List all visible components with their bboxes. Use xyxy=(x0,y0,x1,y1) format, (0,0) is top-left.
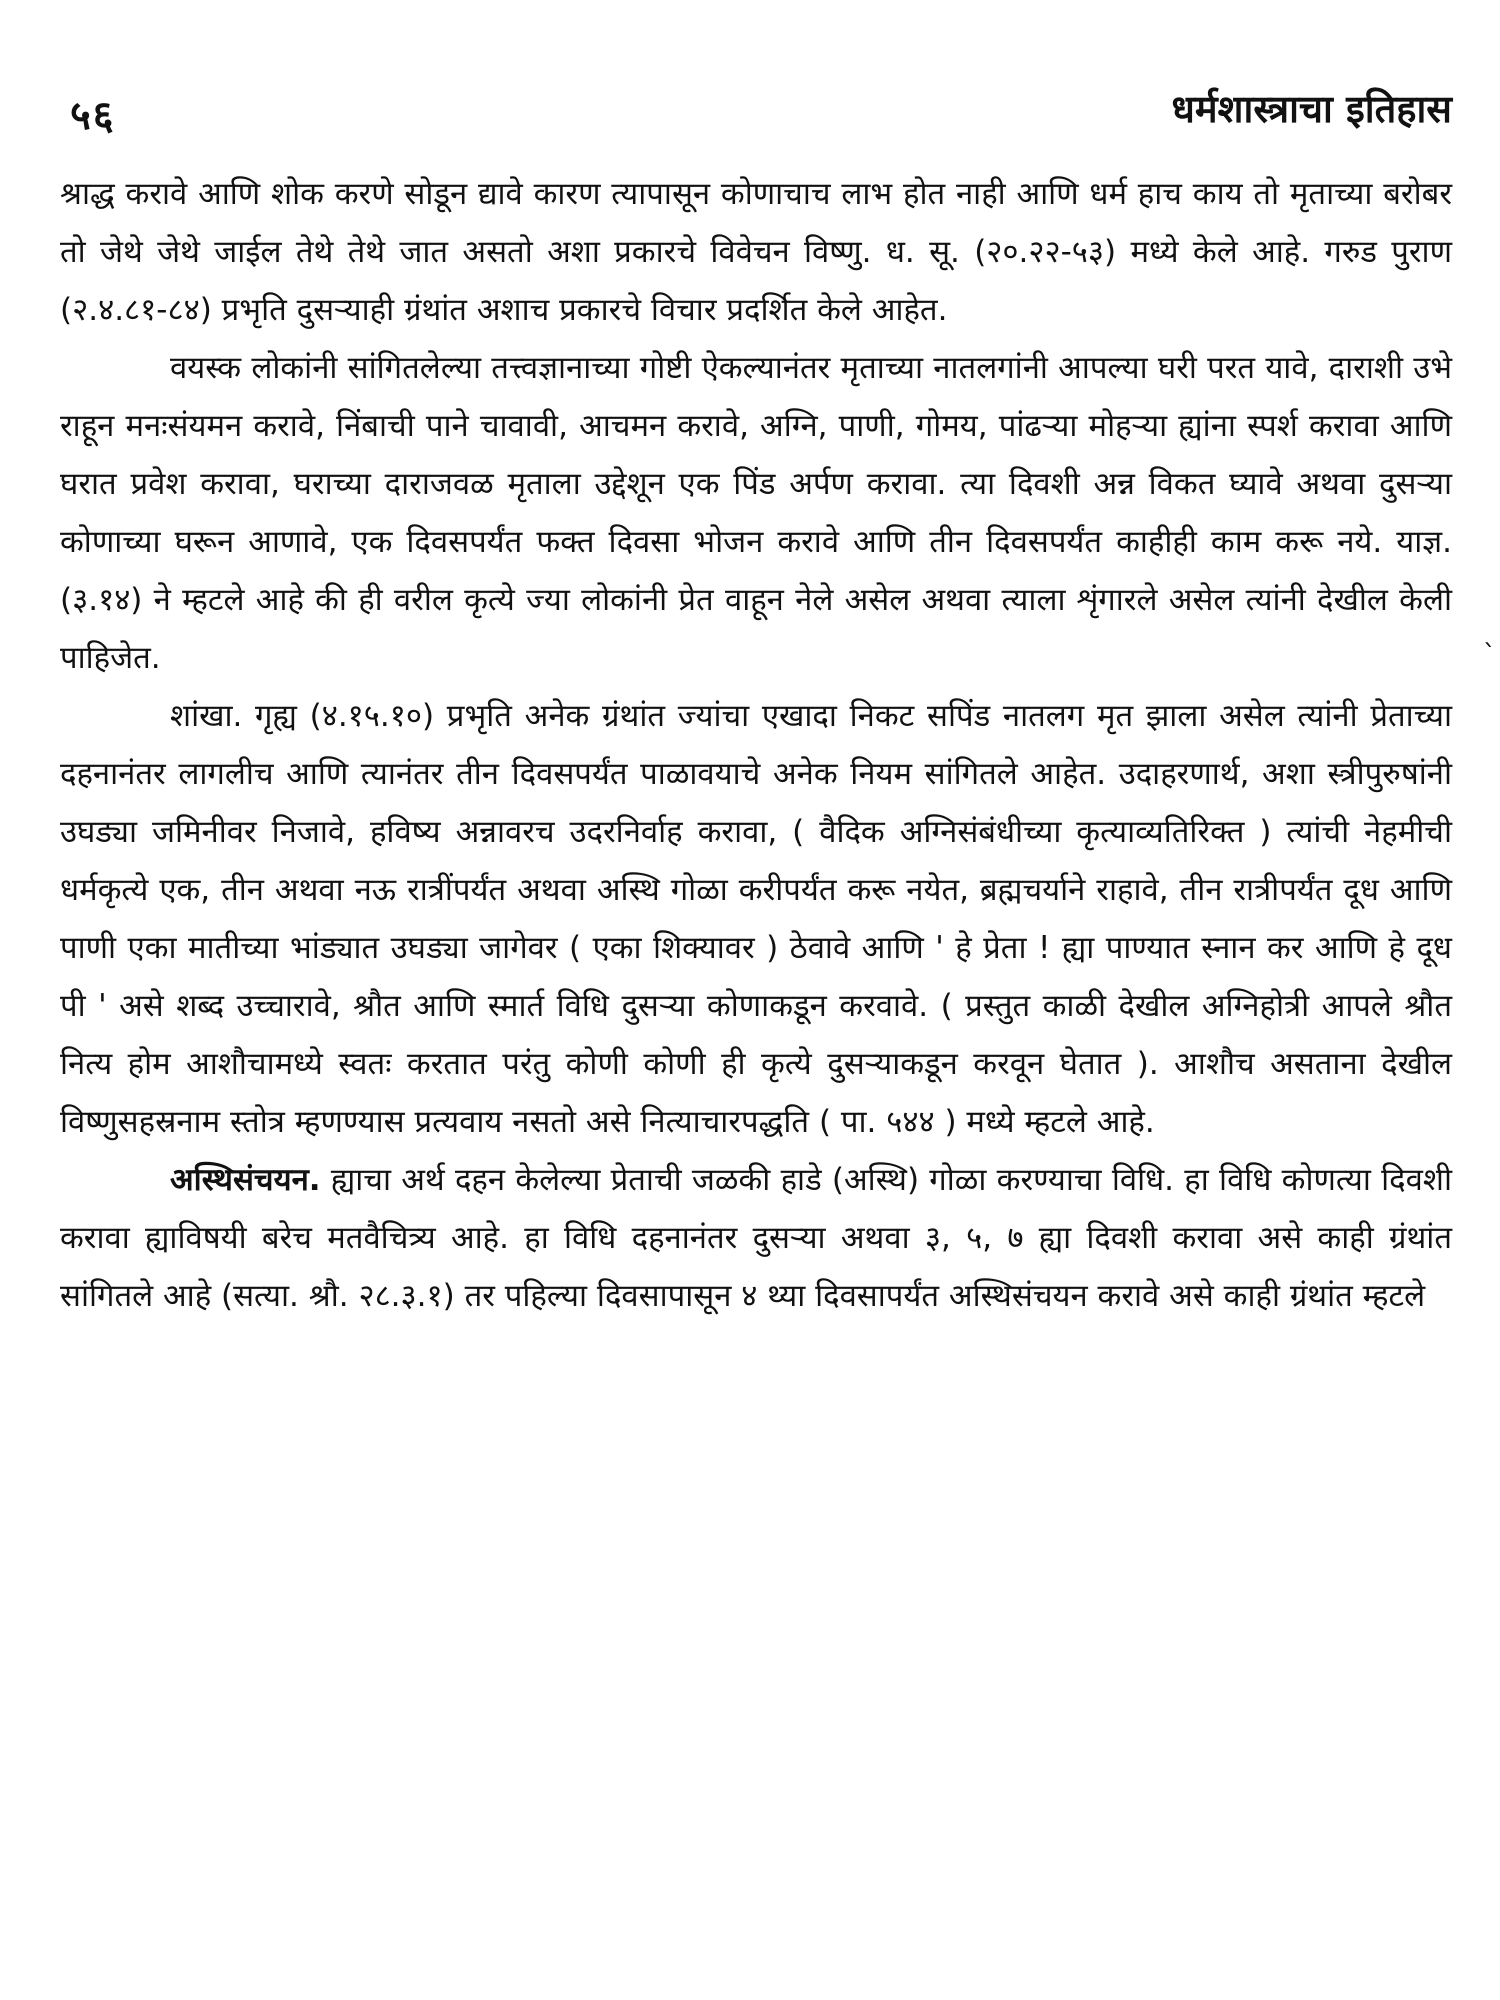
paragraph-2 xyxy=(60,339,1452,687)
running-title: धर्मशास्त्राचा इतिहास xyxy=(1171,87,1452,131)
paragraph-4 xyxy=(60,1151,1452,1325)
scan-mark: ˎ xyxy=(1483,618,1496,648)
paragraph-text: वयस्क लोकांनी सांगितलेल्या तत्त्वज्ञानाच्या गोष्टी ऐकल्यानंतर मृताच्या नातलगांनी आपल्या घरी परत यावे, दाराशी उभे राहून मनःसंयमन करावे, निंबाची पाने चावावी, आचमन करावे, अग्नि, पाणी, गोमय, पांढऱ्या मोहऱ्या ह्यांना स्पर्श करावा आणि घरात प्रवेश करावा, घराच्या दाराजवळ मृताला उद्देशून एक पिंड अर्पण करावा. त्या दिवशी अन्न विकत घ्यावे अथवा दुसऱ्या कोणाच्या घरून आणावे, एक दिवसपर्यंत फक्त दिवसा भोजन करावे आणि तीन दिवसपर्यंत काहीही काम करू नये. याज्ञ. (३.१४) ने म्हटले आहे की ही वरील कृत्ये ज्या लोकांनी प्रेत वाहून नेले असेल अथवा त्याला शृंगारले असेल त्यांनी देखील केली पाहिजेत. xyxy=(60,350,1452,676)
paragraph-1 xyxy=(60,165,1452,339)
page-number: ५६ xyxy=(70,93,116,139)
paragraph-3 xyxy=(60,687,1452,1151)
paragraph-text: शांखा. गृह्य (४.१५.१०) प्रभृति अनेक ग्रंथांत ज्यांचा एखादा निकट सपिंड नातलग मृत झाला असेल त्यांनी प्रेताच्या दहनानंतर लागलीच आणि त्यानंतर तीन दिवसपर्यंत पाळावयाचे अनेक नियम सांगितले आहेत. उदाहरणार्थ, अशा स्त्रीपुरुषांनी उघड्या जमिनीवर निजावे, हविष्य अन्नावरच उदरनिर्वाह करावा, ( वैदिक अग्निसंबंधीच्या कृत्याव्यतिरिक्त ) त्यांची नेहमीची धर्मकृत्ये एक, तीन अथवा नऊ रात्रींपर्यंत अथवा अस्थि गोळा करीपर्यंत करू नयेत, ब्रह्मचर्याने राहावे, तीन रात्रीपर्यंत दूध आणि पाणी एका मातीच्या भांड्यात उघड्या जागेवर ( एका शिक्यावर ) ठेवावे आणि ' हे प्रेता ! ह्या पाण्यात स्नान कर आणि हे दूध पी ' असे शब्द उच्चारावे, श्रौत आणि स्मार्त विधि दुसऱ्या कोणाकडून करवावे. ( प्रस्तुत काळी देखील अग्निहोत्री आपले श्रौत नित्य होम आशौचामध्ये स्वतः करतात परंतु कोणी कोणी ही कृत्ये दुसऱ्याकडून करवून घेतात ). आशौच असताना देखील विष्णुसहस्रनाम स्तोत्र म्हणण्यास प्रत्यवाय नसतो असे नित्याचारपद्धति ( पा. ५४४ ) मध्ये म्हटले आहे. xyxy=(60,698,1452,1140)
paragraph-text: श्राद्ध करावे आणि शोक करणे सोडून द्यावे कारण त्यापासून कोणाचाच लाभ होत नाही आणि धर्म हाच काय तो मृताच्या बरोबर तो जेथे जेथे जाईल तेथे तेथे जात असतो अशा प्रकारचे विवेचन विष्णु. ध. सू. (२०.२२-५३) मध्ये केले आहे. गरुड पुराण (२.४.८१-८४) प्रभृति दुसऱ्याही ग्रंथांत अशाच प्रकारचे विचार प्रदर्शित केले आहेत. xyxy=(60,176,1452,328)
body-text xyxy=(60,165,1452,1325)
paragraph-text: ह्याचा अर्थ दहन केलेल्या प्रेताची जळकी हाडे (अस्थि) गोळा करण्याचा विधि. हा विधि कोणत्या दिवशी करावा ह्याविषयी बरेच मतवैचित्र्य आहे. हा विधि दहनानंतर दुसऱ्या अथवा ३, ५, ७ ह्या दिवशी करावा असे काही ग्रंथांत सांगितले आहे (सत्या. श्रौ. २८.३.१) तर पहिल्या दिवसापासून ४ थ्या दिवसापर्यंत अस्थिसंचयन करावे असे काही ग्रंथांत म्हटले xyxy=(60,1162,1452,1314)
section-lead-term: अस्थिसंचयन. xyxy=(170,1162,321,1198)
